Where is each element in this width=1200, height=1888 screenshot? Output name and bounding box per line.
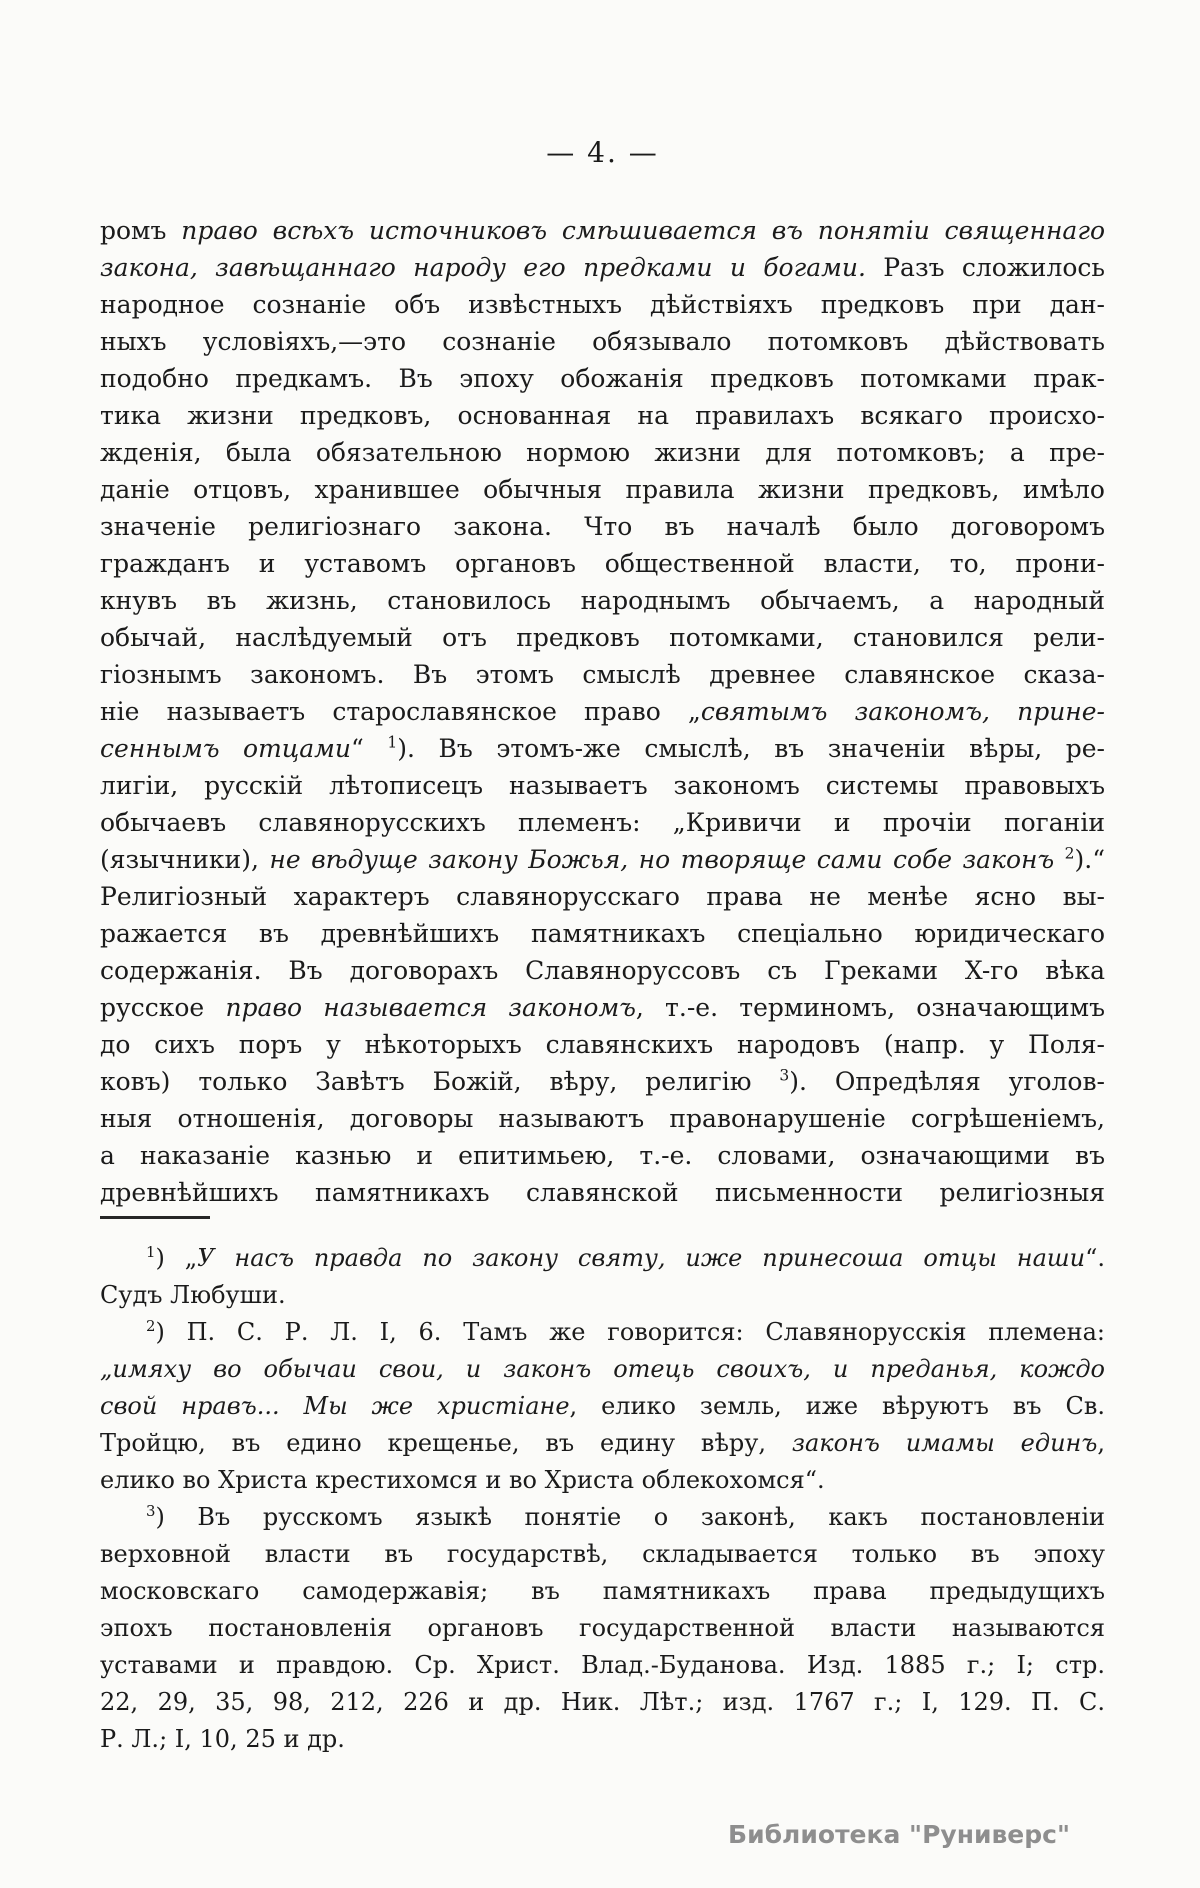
text-segment: ). Въ этомъ-же смыслѣ, въ значеніи вѣры, ре- <box>397 734 1105 763</box>
text-segment: (язычники), <box>100 845 270 874</box>
text-line <box>100 212 1105 249</box>
text-segment: право называется закономъ <box>225 993 636 1022</box>
text-segment: ражается въ древнѣйшихъ памятникахъ спеціально юридическаго <box>100 919 1105 948</box>
text-line <box>100 1462 1105 1499</box>
text-segment: ковъ) только Завѣтъ Божій, вѣру, религію <box>100 1067 780 1096</box>
text-line <box>100 1063 1105 1100</box>
text-segment: содержанія. Въ договорахъ Славяноруссовъ съ Греками X-го вѣка <box>100 956 1105 985</box>
footnote-marker: 2 <box>146 1317 156 1335</box>
text-segment: закона, завѣщаннаго народу его предками и богами. <box>100 253 866 282</box>
text-segment: до сихъ поръ у нѣкоторыхъ славянскихъ народовъ (напр. у Поля- <box>100 1030 1105 1059</box>
text-segment: 22, 29, 35, 98, 212, 226 и др. Ник. Лѣт.; изд. 1767 г.; I, 129. П. С. <box>100 1688 1105 1716</box>
text-segment: ныхъ условіяхъ,—это сознаніе обязывало потомковъ дѣйствовать <box>100 327 1105 356</box>
footnotes-block <box>100 1240 1105 1758</box>
text-segment: ромъ <box>100 216 182 245</box>
text-line <box>100 582 1105 619</box>
page-number: — 4. — <box>546 136 659 169</box>
text-segment: верховной власти въ государствѣ, складывается только въ эпоху <box>100 1540 1105 1568</box>
footnote-marker: 3 <box>779 1066 790 1085</box>
text-line <box>100 1684 1105 1721</box>
footnote-marker: 2 <box>1064 844 1075 863</box>
text-segment: , <box>1097 1429 1106 1457</box>
text-segment: обычаевъ славянорусскихъ племенъ: „Кривичи и прочіи поганіи <box>100 808 1105 837</box>
text-segment: московскаго самодержавія; въ памятникахъ права предыдущихъ <box>100 1577 1105 1605</box>
text-line <box>100 1499 1105 1536</box>
text-segment: Тройцю, въ едино крещенье, въ едину вѣру, <box>100 1429 792 1457</box>
text-segment: народное сознаніе объ извѣстныхъ дѣйствіяхъ предковъ при дан- <box>100 290 1105 319</box>
text-segment: не вѣдуще закону Божья, но творяще сами собе законъ <box>269 845 1065 874</box>
text-line <box>100 1100 1105 1137</box>
text-line <box>100 1647 1105 1684</box>
footnote-marker: 1 <box>146 1243 156 1261</box>
text-line <box>100 1573 1105 1610</box>
library-watermark: Библиотека "Руниверс" <box>728 1820 1070 1849</box>
text-segment: значеніе религіознаго закона. Что въ началѣ было договоромъ <box>100 512 1105 541</box>
text-line <box>100 767 1105 804</box>
text-line <box>100 878 1105 915</box>
text-line <box>100 508 1105 545</box>
text-segment: ніе называетъ старославянское право „ <box>100 697 701 726</box>
text-segment: У насъ правда по закону святу, иже принесоша отцы наши <box>197 1244 1086 1272</box>
text-segment: законъ имамы единъ <box>791 1429 1098 1457</box>
text-line <box>100 656 1105 693</box>
text-line <box>100 952 1105 989</box>
text-line <box>100 730 1105 767</box>
text-line <box>100 434 1105 471</box>
text-segment: кнувъ въ жизнь, становилось народнымъ обычаемъ, а народный <box>100 586 1105 615</box>
text-segment: сеннымъ отцами <box>100 734 351 763</box>
text-segment: “ <box>351 734 388 763</box>
text-segment: русское <box>100 993 226 1022</box>
text-segment: , т.-е. терминомъ, означающимъ <box>635 993 1105 1022</box>
text-line <box>100 1388 1105 1425</box>
text-line <box>100 1137 1105 1174</box>
text-line <box>100 286 1105 323</box>
text-segment: Судъ Любуши. <box>100 1281 286 1309</box>
text-line <box>100 841 1105 878</box>
text-line <box>100 1314 1105 1351</box>
text-segment: Разъ сложилось <box>865 253 1105 282</box>
text-segment: “. <box>1085 1244 1105 1272</box>
text-line <box>100 1610 1105 1647</box>
footnote-separator-rule <box>100 1216 210 1219</box>
text-segment: жденія, была обязательною нормою жизни для потомковъ; а пре- <box>100 438 1105 467</box>
text-line <box>100 397 1105 434</box>
text-segment: уставами и правдою. Ср. Христ. Влад.-Буданова. Изд. 1885 г.; I; стр. <box>100 1651 1105 1679</box>
text-line <box>100 1425 1105 1462</box>
main-text-block <box>100 212 1105 1211</box>
text-segment: „имяху во обычаи свои, и законъ отець своихъ, и преданья, кождо <box>100 1355 1105 1383</box>
text-segment: ) Въ русскомъ языкѣ понятіе о законѣ, какъ постановленіи <box>155 1503 1105 1531</box>
text-segment: даніе отцовъ, хранившее обычныя правила жизни предковъ, имѣло <box>100 475 1105 504</box>
text-line <box>100 1277 1105 1314</box>
text-segment: гіознымъ закономъ. Въ этомъ смыслѣ древнее славянское сказа- <box>100 660 1105 689</box>
text-segment: обычай, наслѣдуемый отъ предковъ потомками, становился рели- <box>100 623 1105 652</box>
text-line <box>100 249 1105 286</box>
text-line <box>100 1536 1105 1573</box>
text-segment: тика жизни предковъ, основанная на правилахъ всякаго происхо- <box>100 401 1105 430</box>
text-segment: святымъ закономъ, прине- <box>700 697 1106 726</box>
text-line <box>100 1351 1105 1388</box>
footnote-marker: 1 <box>387 733 398 752</box>
text-line <box>100 1240 1105 1277</box>
text-segment: свой нравъ... Мы же христіане <box>100 1392 570 1420</box>
text-line <box>100 360 1105 397</box>
text-segment: ) „ <box>155 1244 198 1272</box>
text-segment: ). Опредѣляя уголов- <box>789 1067 1105 1096</box>
text-segment: ныя отношенія, договоры называютъ правонарушеніе согрѣшеніемъ, <box>100 1104 1105 1133</box>
text-line <box>100 1174 1105 1211</box>
text-line <box>100 545 1105 582</box>
text-segment: эпохъ постановленія органовъ государственной власти называются <box>100 1614 1105 1642</box>
text-line <box>100 989 1105 1026</box>
text-line <box>100 471 1105 508</box>
text-segment: ) П. С. Р. Л. I, 6. Тамъ же говорится: Славянорусскія племена: <box>155 1318 1105 1346</box>
text-segment: ).“ <box>1074 845 1105 874</box>
text-line <box>100 323 1105 360</box>
text-line <box>100 915 1105 952</box>
text-line <box>100 619 1105 656</box>
text-segment: древнѣйшихъ памятникахъ славянской письменности религіозныя <box>100 1178 1105 1207</box>
text-line <box>100 804 1105 841</box>
text-segment: , елико земль, иже вѣруютъ въ Св. <box>569 1392 1106 1420</box>
footnote-marker: 3 <box>146 1502 156 1520</box>
text-line <box>100 1026 1105 1063</box>
text-segment: гражданъ и уставомъ органовъ общественной власти, то, прони- <box>100 549 1105 578</box>
text-segment: лигіи, русскій лѣтописецъ называетъ закономъ системы правовыхъ <box>100 771 1105 800</box>
text-segment: подобно предкамъ. Въ эпоху обожанія предковъ потомками прак- <box>100 364 1105 393</box>
text-segment: Религіозный характеръ славянорусскаго права не менѣе ясно вы- <box>100 882 1105 911</box>
text-line <box>100 1721 1105 1758</box>
text-segment: а наказаніе казнью и епитимьею, т.-е. словами, означающими въ <box>100 1141 1105 1170</box>
text-segment: Р. Л.; I, 10, 25 и др. <box>100 1725 345 1753</box>
text-segment: право всѣхъ источниковъ смѣшивается въ понятіи священнаго <box>181 216 1106 245</box>
text-segment: елико во Христа крестихомся и во Христа облекохомся“. <box>100 1466 825 1494</box>
text-line <box>100 693 1105 730</box>
